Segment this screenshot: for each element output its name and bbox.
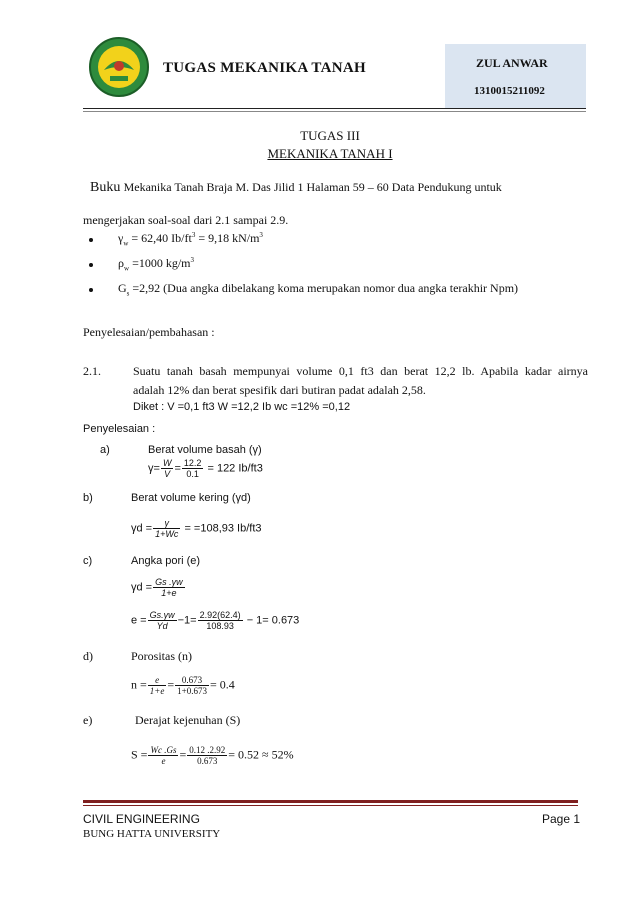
bullet-gamma-w: $\gamma_w = 62,40$ $Ib/ft^3 = 9,18$ $kN/m^3$ <box>118 231 263 248</box>
author-box <box>445 44 586 108</box>
step-c-equation-2: e = $\frac{Gs.\gamma w}{Yd}$ −1= $\frac{2.92(62.4)}{108.93}$ − 1= 0.673 <box>131 610 300 631</box>
step-d-title: Porositas (n) <box>131 649 192 663</box>
step-c-label: c) <box>83 555 93 567</box>
step-c-equation-1: γd = $\frac{Gs .\gamma w}{1+e}$ <box>131 577 183 598</box>
footer-university: BUNG HATTA UNIVERSITY <box>83 828 221 840</box>
intro-line <box>90 179 502 196</box>
intro-line-2: mengerjakan soal-soal dari 2.1 sampai 2.9. <box>83 213 289 227</box>
step-b-label: b) <box>83 492 93 504</box>
step-e-equation: S = $\frac{Wc .Gs}{e}$ = $\frac{0.12 .2.92}{0.673}$ = 0.52 ≈ 52% <box>131 745 294 766</box>
problem-known: Diket : V =0,1 ft3 W =12,2 Ib wc =12% =0,12 <box>133 401 351 413</box>
doc-heading: TUGAS III <box>300 128 360 143</box>
intro-rest: Mekanika Tanah Braja M. Das Jilid 1 Halaman 59 – 60 Data Pendukung untuk <box>123 180 502 194</box>
bullet-dot <box>89 263 93 267</box>
footer-divider <box>83 800 578 803</box>
bullet-dot <box>89 288 93 292</box>
solution-heading: Penyelesaian/pembahasan : <box>83 325 215 339</box>
step-b-title: Berat volume kering (γd) <box>131 492 251 504</box>
author-name: ZUL ANWAR <box>476 56 548 70</box>
problem-text-line2: adalah 12% dan berat spesifik dari butiran padat adalah 2,58. <box>133 383 426 397</box>
step-a-label: a) <box>100 444 110 456</box>
step-b-equation: γd = $\frac{\gamma}{1+Wc}$ = =108,93 Ib/ft3 <box>131 518 262 539</box>
doc-subheading: MEKANIKA TANAH I <box>267 146 393 161</box>
author-npm: 1310015211092 <box>474 85 545 97</box>
header-title: TUGAS MEKANIKA TANAH <box>163 60 366 76</box>
step-c-title: Angka pori (e) <box>131 555 201 567</box>
bullet-dot <box>89 238 93 242</box>
step-e-title: Derajat kejenuhan (S) <box>135 713 241 727</box>
step-a-equation: γ= $\frac{W}{V}$ = $\frac{12.2}{0.1}$ = 122 Ib/ft3 <box>148 458 263 479</box>
problem-text-line1: Suatu tanah basah mempunyai volume 0,1 ft3 dan berat 12,2 lb. Apabila kadar airnya <box>133 364 588 378</box>
step-d-label: d) <box>83 649 93 663</box>
step-a-title: Berat volume basah (γ) <box>148 444 262 456</box>
problem-number: 2.1. <box>83 364 101 378</box>
step-d-equation: n = $\frac{e}{1+e}$ = $\frac{0.673}{1+0.673}$ = 0.4 <box>131 675 235 696</box>
header-divider-thin <box>83 111 586 112</box>
step-e-label: e) <box>83 713 93 727</box>
intro-word: Buku <box>90 180 121 195</box>
bullet-gs: $G_s =2,92$ (Dua angka dibelakang koma merupakan nomor dua angka terakhir Npm) <box>118 281 519 298</box>
header-divider <box>83 108 586 109</box>
page-number: Page 1 <box>542 812 581 826</box>
footer-divider-thin <box>83 805 578 806</box>
footer-department: CIVIL ENGINEERING <box>83 812 200 826</box>
bullet-rho-w: $\rho_w =1000$ $kg/m^3$ <box>118 256 194 273</box>
university-logo <box>88 36 150 98</box>
solution-label: Penyelesaian : <box>83 423 156 435</box>
